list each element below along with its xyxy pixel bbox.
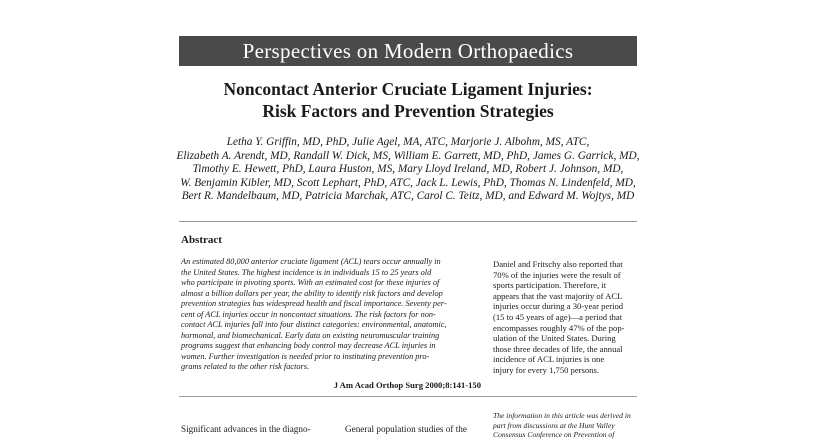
abstract-line: programs suggest that enhancing body control may decrease ACL injuries in [181,341,436,350]
bottom-divider [179,396,637,397]
journal-section-banner [179,36,637,66]
top-divider [179,221,637,222]
title-line: Risk Factors and Prevention Strategies [262,101,554,121]
side-line: ulation of the United States. During [493,333,616,344]
side-line: Daniel and Fritschy also reported that [493,259,623,269]
author-line: W. Benjamin Kibler, MD, Scott Lephart, PhD, ATC, Jack L. Lewis, PhD, Thomas N. Lindenfeld, MD, [180,176,636,189]
abstract-line: the United States. The highest incidence is in individuals 15 to 25 years old [181,267,432,277]
title-line: Noncontact Anterior Cruciate Ligament Injuries: [223,79,593,99]
side-line: injury for every 1,750 persons. [493,364,599,375]
side-line: sports participation. Therefore, it [493,280,607,291]
abstract-line: An estimated 80,000 anterior cruciate ligament (ACL) tears occur annually in [181,257,441,266]
side-column-text [493,259,638,376]
side-line: appears that the vast majority of ACL [493,290,623,301]
side-line: incidence of ACL injuries is one [493,354,605,365]
author-line: Bert R. Mandelbaum, MD, Patricia Marchak, ATC, Carol C. Teitz, MD, and Edward M. Wojtys, MD [181,190,635,203]
banner-text: Perspectives on Modern Orthopaedics [242,38,574,63]
abstract-line: who participate in pivoting sports. With an estimated cost for these injuries of [181,278,440,287]
abstract-line: cent of ACL injuries occur in noncontact situations. The risk factors for non- [181,309,436,319]
side-line: (15 to 45 years of age)—a period that [493,311,623,322]
footnote-box [493,411,638,440]
author-line: Letha Y. Griffin, MD, PhD, Julie Agel, MA, ATC, Marjorie J. Albohm, MS, ATC, [226,136,590,148]
footnote-line: Consensus Conference on Prevention of [493,430,615,440]
abstract-line: grams related to the other risk factors. [181,362,310,371]
abstract-line: almost a billion dollars per year, the ability to identify risk factors and develop [181,288,443,298]
abstract-body [181,257,481,373]
body-column-1-start: Significant advances in the diagno- [181,424,311,434]
author-list [150,136,666,204]
abstract-heading: Abstract [181,234,222,246]
journal-citation: J Am Acad Orthop Surg 2000;8:141-150 [333,380,481,390]
article-title [150,78,666,122]
side-line: 70% of the injuries were the result of [493,269,621,280]
abstract-line: contact ACL injuries fall into four distinct categories: environmental, anatomic, [181,320,447,329]
author-line: Elizabeth A. Arendt, MD, Randall W. Dick, MS, William E. Garrett, MD, PhD, James G. Garrick, MD, [176,149,640,162]
author-line: Timothy E. Hewett, PhD, Laura Huston, MS, Mary Lloyd Ireland, MD, Robert J. Johnson, MD, [192,163,624,176]
side-line: those three decades of life, the annual [493,343,623,354]
abstract-line: hormonal, and biomechanical. Early data on existing neuromuscular training [181,330,440,340]
side-line: encompasses roughly 47% of the pop- [493,322,625,333]
abstract-line: women. Further investigation is needed prior to instituting prevention pro- [181,351,430,361]
footnote-line: part from discussions at the Hunt Valley [493,420,615,430]
footnote-line: The information in this article was derived in [493,411,631,420]
side-line: injuries occur during a 30-year period [493,301,624,312]
body-column-2-start: General population studies of the [345,424,467,434]
abstract-line: prevention strategies has widespread health and fiscal importance. Seventy per- [181,299,447,308]
